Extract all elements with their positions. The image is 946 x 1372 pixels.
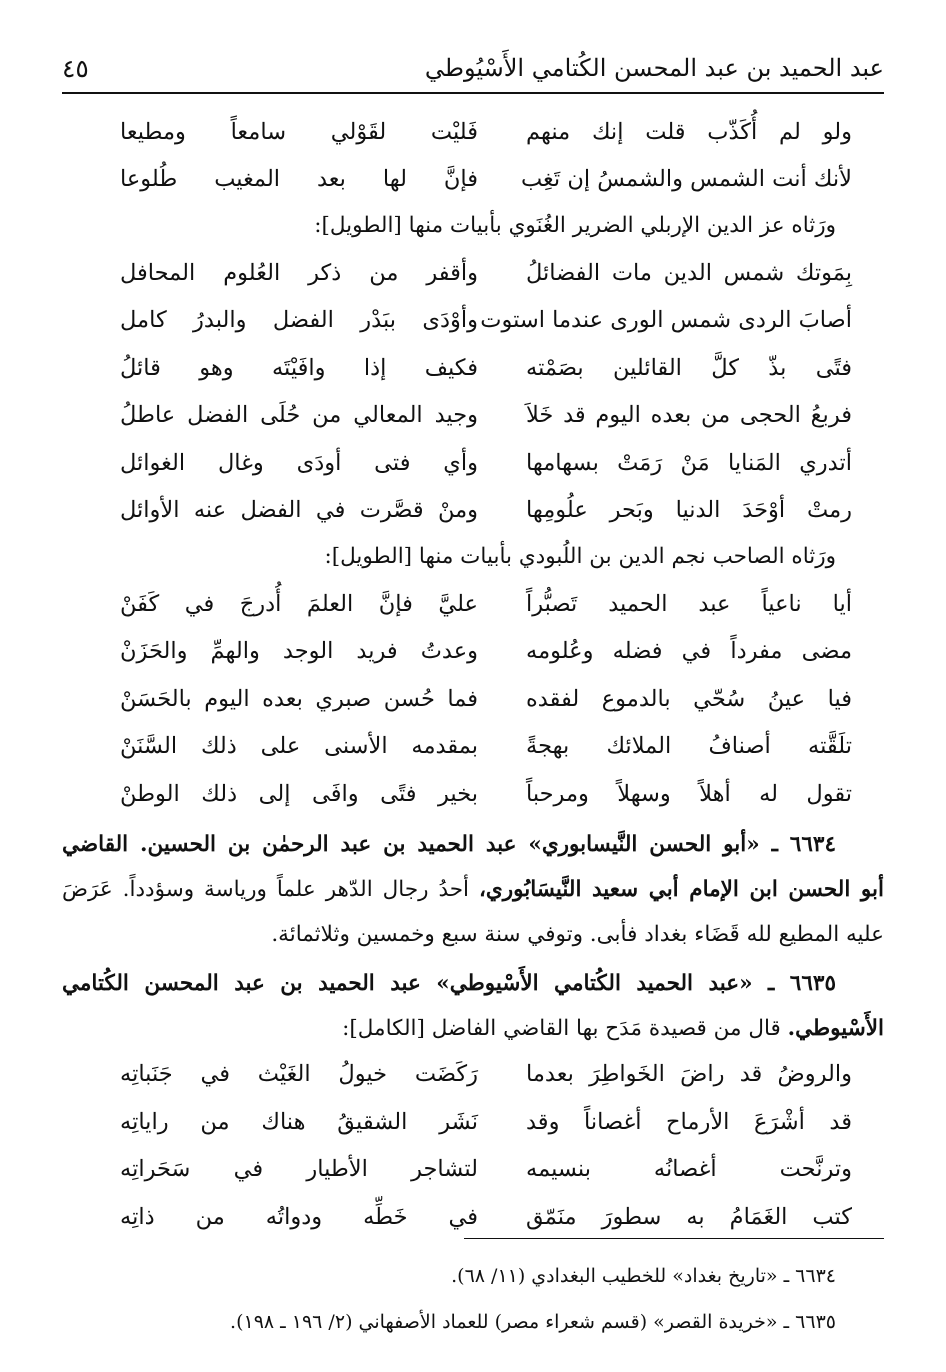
elegy-intro: ورَثاه عز الدين الإربلي الضرير الغُنَوي بأبيات منها [الطويل]:: [314, 213, 836, 238]
entry-heading-continued: الأَسْيوطي.: [787, 1015, 884, 1041]
footnote-6635: ٦٦٣٥ ـ «خريدة القصر» (قسم شعراء مصر) للعماد الأصفهاني (٢/ ١٩٦ ـ ١٩٨).: [230, 1311, 836, 1333]
verse-line: [62, 675, 884, 723]
page-header: [62, 48, 884, 94]
verse-line: [62, 770, 884, 818]
verse-first-hemistich: فتًى بذّ كلَّ القائلين بصَمْته: [526, 354, 852, 381]
footnote-separator: [464, 1238, 884, 1239]
verse-second-hemistich: بخير فتًى وافَى إلى ذلك الوطنْ: [120, 780, 478, 807]
verse-first-hemistich: وترنَّحت أغصانُه بنسيمه: [526, 1156, 852, 1183]
verse-first-hemistich: أتدري المَنايا مَنْ رَمَتْ بسهامها: [526, 449, 852, 476]
page-body: [62, 108, 884, 1241]
verse-line: [62, 392, 884, 440]
entry-heading-continued: أبو الحسن ابن الإمام أبي سعيد النَّيسَابُوري،: [478, 876, 884, 902]
verse-first-hemistich: ولو لم أُكَذّب قلت إنك منهم: [526, 118, 852, 145]
verse-line: [62, 108, 884, 156]
verse-second-hemistich: فما حُسن صبري بعده اليوم بالحَسَنْ: [120, 685, 478, 712]
verse-second-hemistich: فإنَّ لها بعد المغيب طُلوعا: [120, 166, 478, 193]
verse-first-hemistich: لأنك أنت الشمس والشمسُ إن تَغِب: [520, 166, 852, 193]
verse-first-hemistich: فربعُ الحجى من بعده اليوم قد خَلاَ: [526, 402, 852, 429]
entry-heading: ٦٦٣٤ ـ «أبو الحسن النَّيسابوري» عبد الحميد بن عبد الرحمٰن بن الحسين. القاضي: [62, 831, 836, 857]
verse-line: [62, 628, 884, 676]
verse-second-hemistich: وأوْدَى ببَدْر الفضل والبدرُ كامل: [120, 307, 478, 334]
verse-second-hemistich: وأقفر من ذكر العُلوم المحافل: [120, 259, 478, 286]
verse-first-hemistich: تلَقَّته أصنافُ الملائك بهجةً: [526, 733, 852, 760]
verse-second-hemistich: عليَّ فإنَّ العلمَ أُدرجَ في كَفَنْ: [120, 590, 478, 617]
verse-second-hemistich: وأي فتى أودَى وغال الغوائل: [120, 449, 478, 476]
verse-line: [62, 487, 884, 535]
footnote-6634: ٦٦٣٤ ـ «تاريخ بغداد» للخطيب البغدادي (١١/ ٦٨).: [451, 1265, 836, 1287]
verse-line: [62, 156, 884, 204]
verse-first-hemistich: رمتْ أوْحَدَ الدنيا وبَحر علُومِها: [526, 497, 852, 524]
verse-line: [62, 344, 884, 392]
verse-second-hemistich: رَكَضَت خيولُ الغَيْث في جَنَباتِه: [120, 1061, 478, 1088]
verse-second-hemistich: وجيد المعالي من حُلَى الفضل عاطلُ: [120, 402, 478, 429]
verse-line: [62, 1193, 884, 1241]
verse-second-hemistich: في خَطِّه ودواتُه من ذاتِه: [120, 1203, 478, 1230]
entry-text-line: [62, 1006, 884, 1051]
verse-first-hemistich: أيا ناعياً عبد الحميد تَصبُّراً: [526, 590, 852, 617]
verse-first-hemistich: والروضُ قد راضَ الخَواطِرَ بعدما: [526, 1061, 852, 1088]
verse-second-hemistich: ومنْ قصَّرت في الفضل عنه الأوائل: [120, 497, 478, 524]
entry-text: قال من قصيدة مَدَح بها القاضي الفاضل [الكامل]:: [342, 1015, 788, 1041]
page-number: ٤٥: [62, 54, 89, 83]
verse-second-hemistich: بمقدمه الأسنى على ذلك السَّنَنْ: [120, 733, 478, 760]
verse-first-hemistich: مضى مفرداً في فضله وعُلومه: [526, 638, 852, 665]
verse-first-hemistich: قد أشْرَعَ الأرماح أغصاناً وقد: [526, 1108, 852, 1135]
verse-line: [62, 580, 884, 628]
verse-line: [62, 439, 884, 487]
verse-first-hemistich: بِمَوتك شمس الدين مات الفضائلُ: [526, 259, 852, 286]
entry-6635: [62, 961, 884, 1051]
verse-line: [62, 249, 884, 297]
verse-second-hemistich: لتشاجر الأطيار في سَحَراتِه: [120, 1156, 478, 1183]
entry-text: أحدُ رجال الدّهر علماً ورياسة وسؤدداً. عَرَضَ: [62, 876, 479, 902]
verse-line: [62, 1098, 884, 1146]
verse-line: [62, 1051, 884, 1099]
entry-6634: [62, 822, 884, 957]
verse-second-hemistich: وعدتُ فريد الوجد والهمِّ والحَزَنْ: [120, 638, 478, 665]
running-title: عبد الحميد بن عبد المحسن الكُتامي الأَسْيُوطي: [424, 54, 884, 82]
verse-line: [62, 297, 884, 345]
verse-first-hemistich: أصابَ الردى شمس الورى عندما استوت: [480, 307, 852, 334]
footnotes: [62, 1238, 884, 1345]
verse-first-hemistich: تقول له أهلاً وسهلاً ومرحباً: [526, 780, 852, 807]
verse-line: [62, 1146, 884, 1194]
entry-heading: ٦٦٣٥ ـ «عبد الحميد الكُتامي الأَسْيوطي» عبد الحميد بن عبد المحسن الكُتامي: [62, 970, 836, 996]
verse-second-hemistich: فكيف إذا وافَيْتَه وهو قائلُ: [120, 354, 478, 381]
elegy-intro: ورَثاه الصاحب نجم الدين بن اللُبودي بأبيات منها [الطويل]:: [324, 544, 836, 569]
verse-second-hemistich: فَليْت لقَوْلي سامعاً ومطيعا: [120, 118, 478, 145]
verse-first-hemistich: فيا عينُ سُحّي بالدموع لفقده: [526, 685, 852, 712]
verse-second-hemistich: نَشَر الشقيقُ هناك من راياتِه: [120, 1108, 478, 1135]
entry-text-line: [62, 867, 884, 912]
verse-first-hemistich: كتب الغَمَامُ به سطورَ منَمّق: [526, 1203, 852, 1230]
entry-text-line: عليه المطيع لله قَضَاء بغداد فأبى. وتوفي سنة سبع وخمسين وثلاثمائة.: [271, 921, 884, 947]
verse-line: [62, 723, 884, 771]
